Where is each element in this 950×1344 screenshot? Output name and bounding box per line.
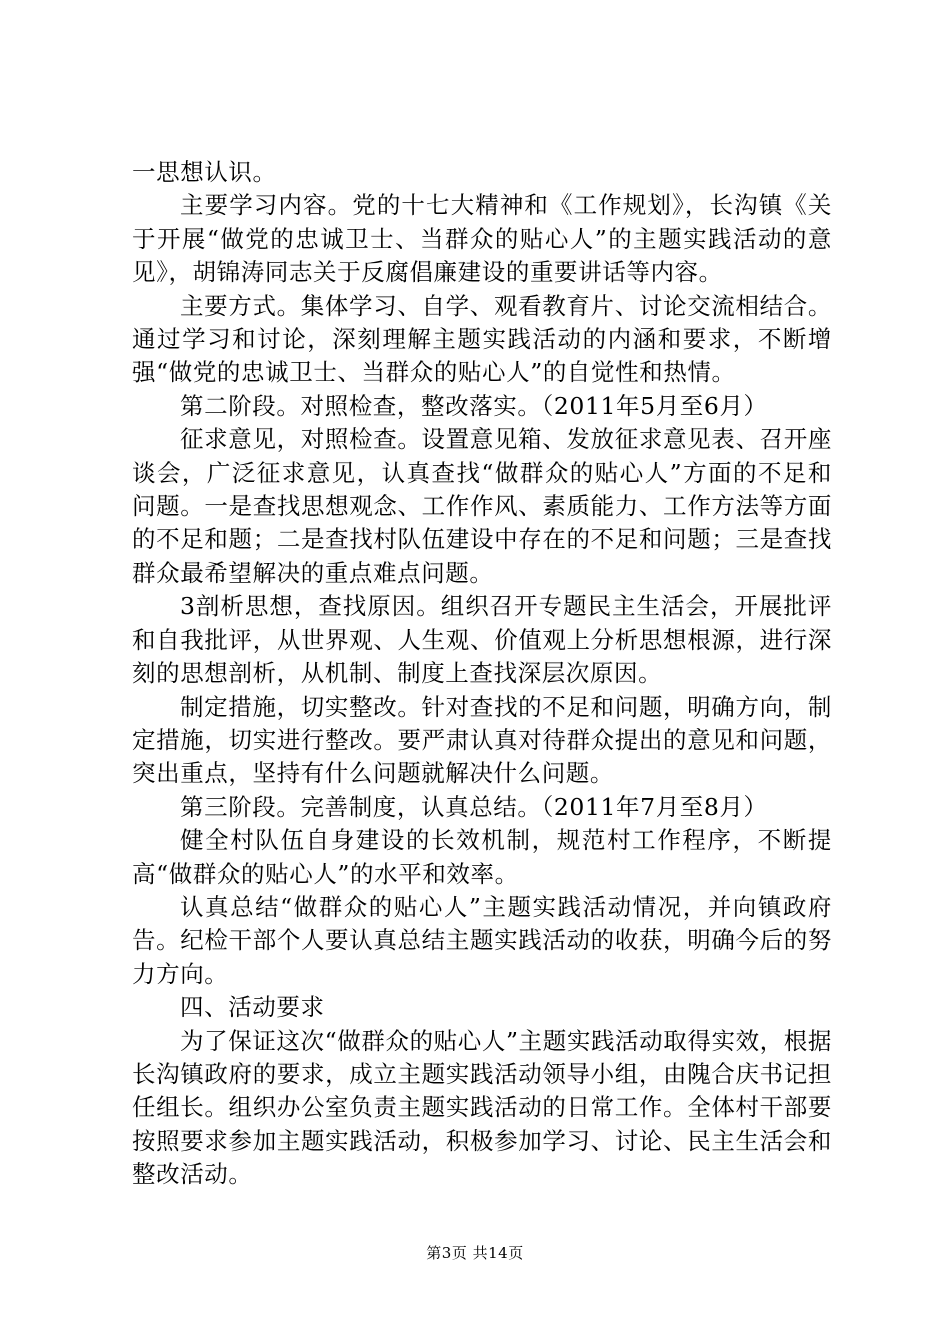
paragraph: 征求意见，对照检查。设置意见箱、发放征求意见表、召开座谈会，广泛征求意见，认真查找“做群众的贴心人”方面的不足和问题。一是查找思想观念、工作作风、素质能力、工作方法等方面的不足和题；二是查找村队伍建设中存在的不足和问题；三是查找群众最希望解决的重点难点问题。 (132, 425, 832, 587)
paragraph: 主要方式。集体学习、自学、观看教育片、讨论交流相结合。通过学习和讨论，深刻理解主题实践活动的内涵和要求，不断增强“做党的忠诚卫士、当群众的贴心人”的自觉性和热情。 (132, 291, 832, 387)
document-body (132, 156, 832, 1192)
paragraph: 认真总结“做群众的贴心人”主题实践活动情况，并向镇政府告。纪检干部个人要认真总结主题实践活动的收获，明确今后的努力方向。 (132, 892, 832, 988)
section-heading: 第三阶段。完善制度，认真总结。（2011年7月至8月） (180, 792, 768, 821)
paragraph: 制定措施，切实整改。针对查找的不足和问题，明确方向，制定措施，切实进行整改。要严肃认真对待群众提出的意见和问题，突出重点，坚持有什么问题就解决什么问题。 (132, 692, 832, 788)
section-heading: 第二阶段。对照检查，整改落实。（2011年5月至6月） (180, 391, 768, 420)
paragraph: 为了保证这次“做群众的贴心人”主题实践活动取得实效，根据长沟镇政府的要求，成立主题实践活动领导小组，由隗合庆书记担任组长。组织办公室负责主题实践活动的日常工作。全体村干部要按照要求参加主题实践活动，积极参加学习、讨论、民主生活会和整改活动。 (132, 1026, 832, 1189)
section-heading: 四、活动要求 (180, 993, 325, 1022)
paragraph: 一思想认识。 (132, 158, 277, 186)
paragraph: 3剖析思想，查找原因。组织召开专题民主生活会，开展批评和自我批评，从世界观、人生观、价值观上分析思想根源，进行深刻的思想剖析，从机制、制度上查找深层次原因。 (132, 592, 832, 688)
paragraph: 主要学习内容。党的十七大精神和《工作规划》，长沟镇《关于开展“做党的忠诚卫士、当群众的贴心人”的主题实践活动的意见》，胡锦涛同志关于反腐倡廉建设的重要讲话等内容。 (132, 191, 832, 287)
page-number-footer: 第3页 共14页 (426, 1244, 524, 1262)
paragraph: 健全村队伍自身建设的长效机制，规范村工作程序，不断提高“做群众的贴心人”的水平和效率。 (132, 826, 832, 888)
